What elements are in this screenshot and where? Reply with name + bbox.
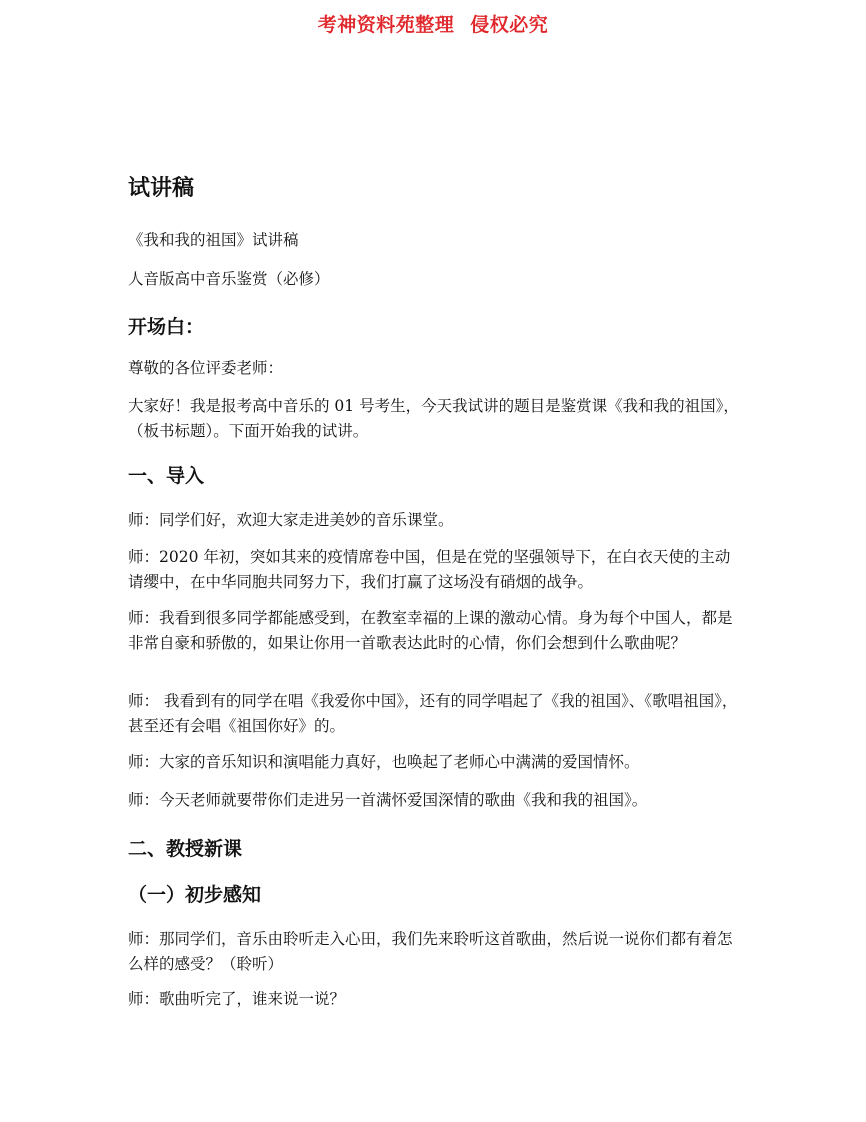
watermark-copyright: 侵权必究 [470,14,549,36]
document-edition: 人音版高中音乐鉴赏（必修） [128,270,330,288]
section1-paragraph-2: 师：2020 年初，突如其来的疫情席卷中国，但是在党的坚强领导下，在白衣天使的主动请缨中，在中华同胞共同努力下，我们打赢了这场没有硝烟的战争。 [128,548,731,591]
section1-paragraph-3: 师：我看到很多同学都能感受到，在教室幸福的上课的激动心情。身为每个中国人，都是非常自豪和骄傲的，如果让你用一首歌表达此时的心情，你们会想到什么歌曲呢？ [128,609,733,652]
opening-greeting: 尊敬的各位评委老师： [128,359,284,377]
section1-paragraph-4: 师： 我看到有的同学在唱《我爱你中国》，还有的同学唱起了《我的祖国》、《歌唱祖国》，甚至还有会唱《祖国你好》的。 [128,692,738,735]
section2-paragraph-2: 师：歌曲听完了，谁来说一说？ [128,990,346,1008]
section1-paragraph-6: 师：今天老师就要带你们走进另一首满怀爱国深情的歌曲《我和我的祖国》。 [128,791,648,809]
section2-paragraph-1: 师：那同学们，音乐由聆听走入心田，我们先来聆听这首歌曲，然后说一说你们都有着怎么样的感受？（聆听） [128,930,733,973]
watermark-banner [0,10,866,37]
opening-heading: 开场白： [128,316,205,338]
section1-heading: 一、导入 [128,465,205,487]
document-subtitle: 《我和我的祖国》试讲稿 [128,231,299,249]
section2-subheading-1: （一）初步感知 [128,884,262,906]
opening-intro: 大家好！我是报考高中音乐的 01 号考生，今天我试讲的题目是鉴赏课《我和我的祖国》，（板书标题）。下面开始我的试讲。 [128,397,739,440]
section1-paragraph-5: 师：大家的音乐知识和演唱能力真好，也唤起了老师心中满满的爱国情怀。 [128,753,640,771]
section1-paragraph-1: 师：同学们好，欢迎大家走进美妙的音乐课堂。 [128,511,454,529]
document-title: 试讲稿 [128,176,195,201]
section2-heading: 二、教授新课 [128,838,243,860]
watermark-source: 考神资料苑整理 [317,14,455,36]
